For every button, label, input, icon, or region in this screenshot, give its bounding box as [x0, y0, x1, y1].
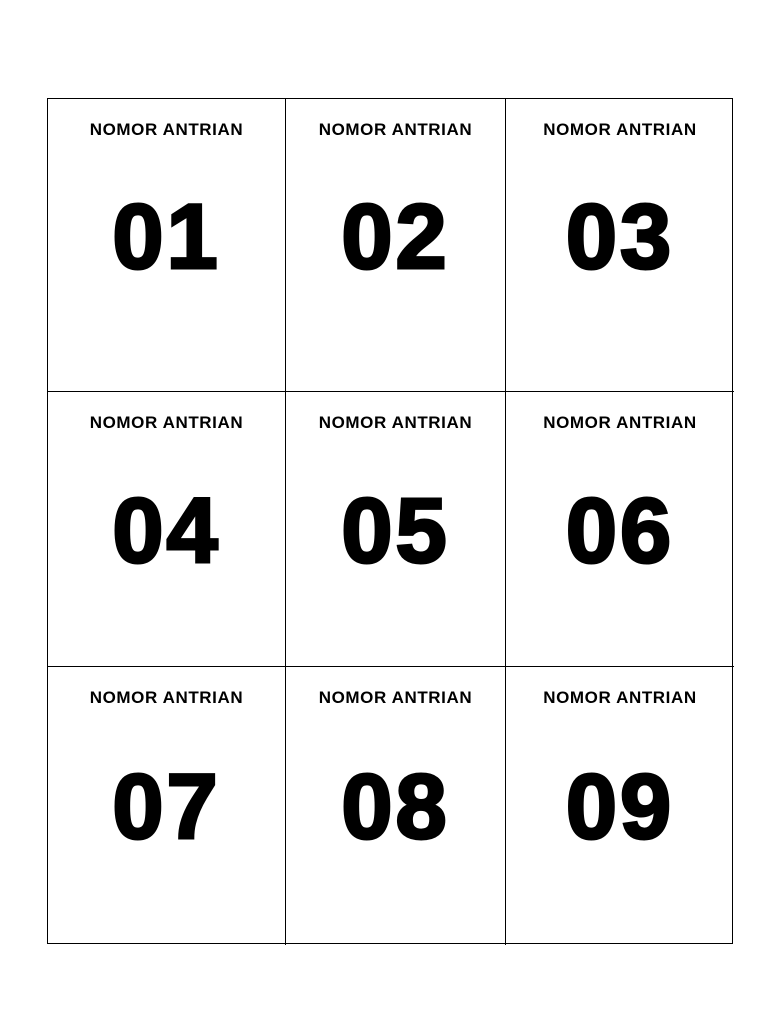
queue-card-label: NOMOR ANTRIAN: [543, 688, 697, 707]
queue-card-number: 06: [565, 480, 675, 582]
queue-card-06: [506, 392, 734, 667]
queue-card-number: 03: [565, 186, 675, 288]
queue-card-05: [286, 392, 506, 667]
queue-card-02: [286, 99, 506, 392]
queue-card-number: 05: [341, 480, 450, 582]
queue-card-number: 09: [565, 756, 675, 858]
queue-card-01: [48, 99, 286, 392]
queue-card-label: NOMOR ANTRIAN: [89, 413, 244, 432]
queue-card-04: [48, 392, 286, 667]
queue-card-09: [506, 667, 734, 945]
queue-card-label: NOMOR ANTRIAN: [318, 120, 473, 139]
queue-card-number: 08: [341, 756, 450, 858]
queue-card-label: NOMOR ANTRIAN: [543, 120, 697, 139]
queue-card-label: NOMOR ANTRIAN: [318, 413, 473, 432]
queue-card-03: [506, 99, 734, 392]
queue-card-07: [48, 667, 286, 945]
queue-card-label: NOMOR ANTRIAN: [318, 688, 473, 707]
queue-card-number: 02: [341, 186, 450, 288]
queue-card-label: NOMOR ANTRIAN: [543, 413, 697, 432]
queue-card-label: NOMOR ANTRIAN: [89, 688, 244, 707]
queue-card-label: NOMOR ANTRIAN: [89, 120, 244, 139]
queue-number-sheet: [47, 98, 733, 944]
queue-card-number: 04: [112, 480, 221, 582]
queue-card-number: 01: [112, 186, 221, 288]
queue-card-08: [286, 667, 506, 945]
queue-card-number: 07: [112, 756, 221, 858]
